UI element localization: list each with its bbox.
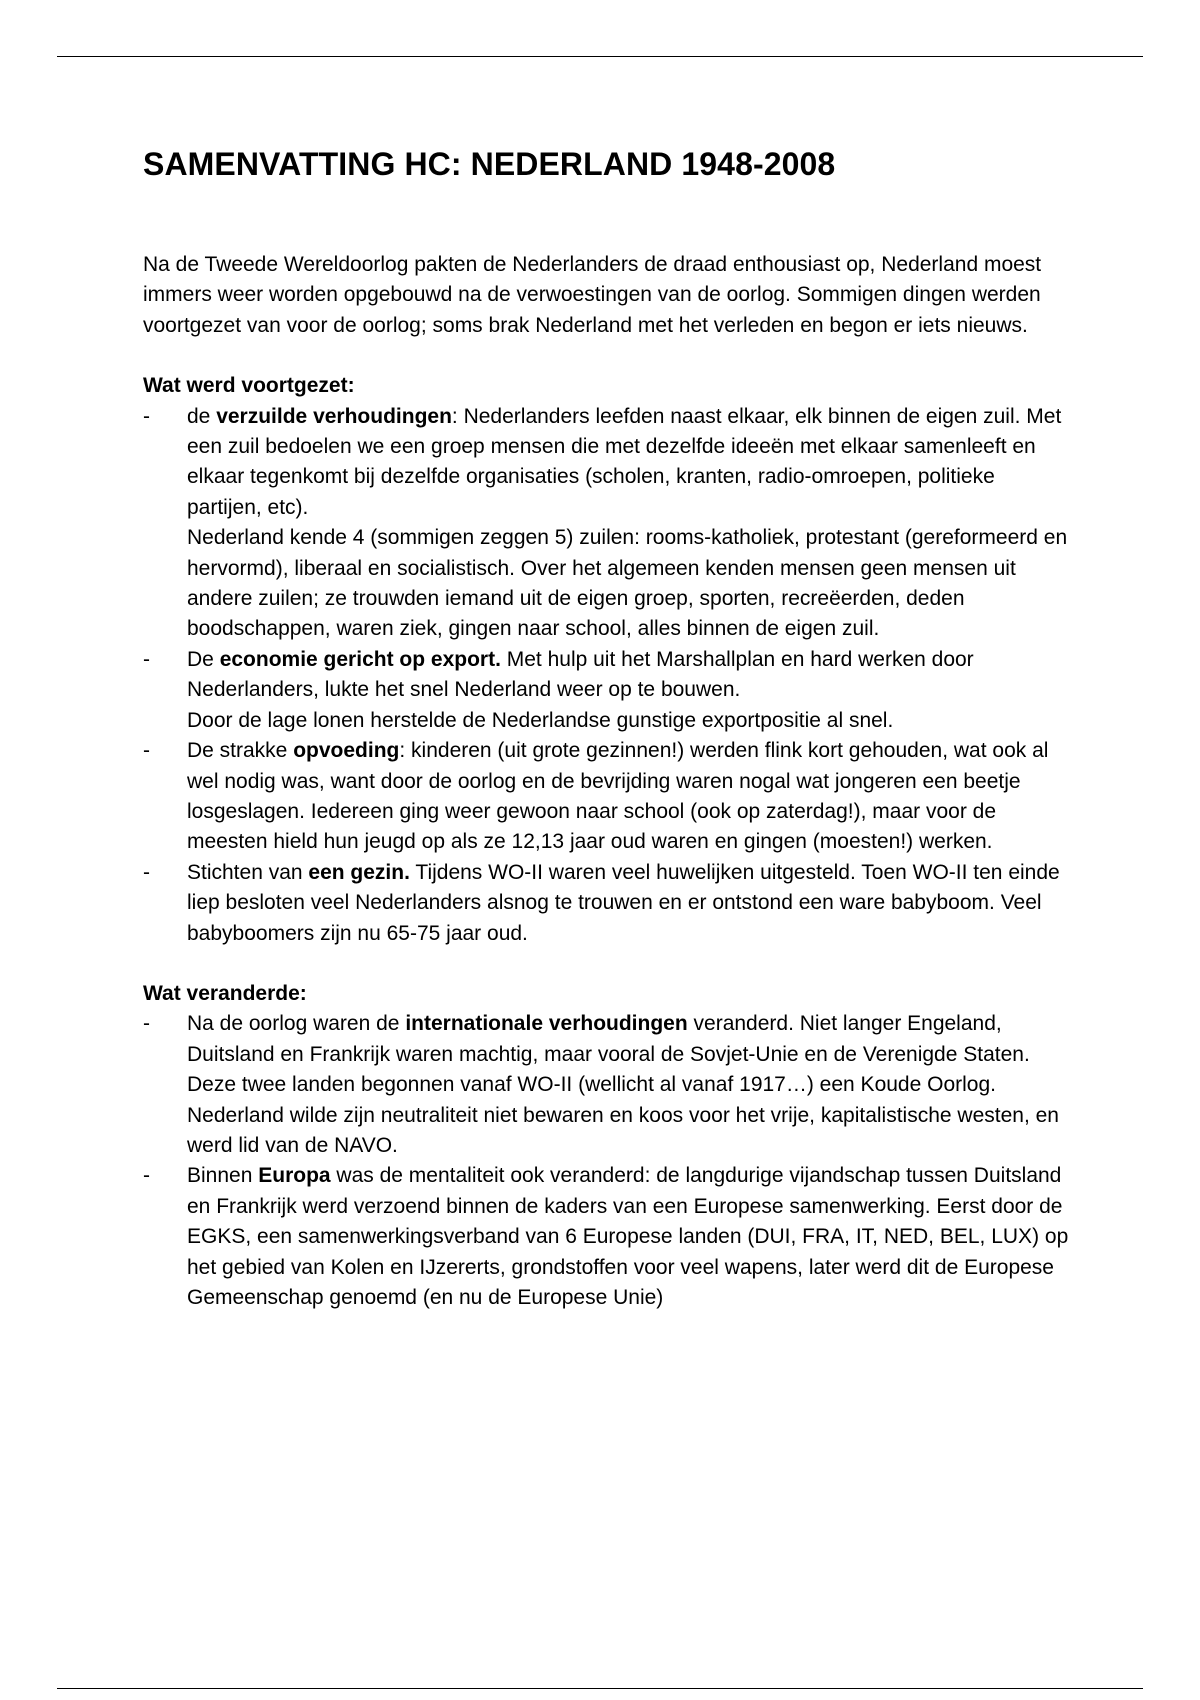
section-continued bbox=[143, 371, 1073, 949]
top-rule bbox=[57, 56, 1143, 57]
bullet-marker: - bbox=[143, 404, 150, 428]
list-item-text: De economie gericht op export. Met hulp uit het Marshallplan en hard werken door Nederlanders, lukte het snel Nederland weer op te bouwen. bbox=[187, 647, 974, 702]
list-item-continuation: Nederland kende 4 (sommigen zeggen 5) zuilen: rooms-katholiek, protestant (gereformeerd en hervormd), liberaal en socialistisch. Over het algemeen kenden mensen geen mensen uit andere zuilen; ze trouwden iemand uit de eigen groep, sporten, recreëerden, deden boodschappen, waren ziek, gingen naar school, alles binnen de eigen zuil. bbox=[187, 526, 1068, 641]
bullet-marker: - bbox=[143, 1164, 150, 1188]
bullet-list bbox=[143, 402, 1073, 949]
list-item-continuation: Door de lage lonen herstelde de Nederlandse gunstige exportpositie al snel. bbox=[187, 708, 894, 732]
list-item-text: Stichten van een gezin. Tijdens WO-II waren veel huwelijken uitgesteld. Toen WO-II ten einde liep besloten veel Nederlanders alsnog te trouwen en er ontstond een ware babyboom. Veel babyboomers zijn nu 65-75 jaar oud. bbox=[187, 860, 1060, 945]
bullet-marker: - bbox=[143, 860, 150, 884]
list-item bbox=[143, 1161, 1073, 1313]
section-heading: Wat werd voortgezet: bbox=[143, 374, 355, 398]
emphasis-term: economie gericht op export. bbox=[219, 647, 501, 671]
emphasis-term: opvoeding bbox=[293, 739, 400, 763]
page-title: SAMENVATTING HC: NEDERLAND 1948-2008 bbox=[143, 146, 836, 182]
bottom-rule bbox=[57, 1688, 1143, 1689]
section-heading: Wat veranderde: bbox=[143, 981, 307, 1005]
list-item bbox=[143, 1009, 1073, 1161]
emphasis-term: Europa bbox=[258, 1164, 331, 1188]
intro-paragraph: Na de Tweede Wereldoorlog pakten de Nederlanders de draad enthousiast op, Nederland moest immers weer worden opgebouwd na de verwoestingen van de oorlog. Sommigen dingen werden voortgezet van voor de oorlog; soms brak Nederland met het verleden en begon er iets nieuws. bbox=[143, 253, 1042, 337]
list-item bbox=[143, 402, 1073, 645]
list-item-text: De strakke opvoeding: kinderen (uit grote gezinnen!) werden flink kort gehouden, wat ook al wel nodig was, want door de oorlog en de bevrijding waren nogal wat jongeren een beetje losgeslagen. Iedereen ging weer gewoon naar school (ook op zaterdag!), maar voor de meesten hield hun jeugd op als ze 12,13 jaar oud waren en gingen (moesten!) werken. bbox=[187, 739, 1049, 854]
list-item bbox=[143, 736, 1073, 858]
bullet-marker: - bbox=[143, 1012, 150, 1036]
section-changed bbox=[143, 979, 1073, 1313]
emphasis-term: een gezin. bbox=[308, 860, 410, 884]
bullet-list bbox=[143, 1009, 1073, 1313]
bullet-marker: - bbox=[143, 739, 150, 763]
list-item bbox=[143, 858, 1073, 949]
list-item-text: Binnen Europa was de mentaliteit ook veranderd: de langdurige vijandschap tussen Duitsland en Frankrijk werd verzoend binnen de kaders van een Europese samenwerking. Eerst door de EGKS, een samenwerkingsverband van 6 Europese landen (DUI, FRA, IT, NED, BEL, LUX) op het gebied van Kolen en IJzererts, grondstoffen voor veel wapens, later werd dit de Europese Gemeenschap genoemd (en nu de Europese Unie) bbox=[187, 1164, 1069, 1309]
list-item bbox=[143, 645, 1073, 736]
emphasis-term: internationale verhoudingen bbox=[405, 1012, 688, 1036]
emphasis-term: verzuilde verhoudingen bbox=[216, 404, 452, 428]
document-page bbox=[143, 138, 1073, 1313]
list-item-text: de verzuilde verhoudingen: Nederlanders leefden naast elkaar, elk binnen de eigen zuil. Met een zuil bedoelen we een groep mensen die met dezelfde ideeën met elkaar samenleeft en elkaar tegenkomt bij dezelfde organisaties (scholen, kranten, radio-omroepen, politieke partijen, etc). bbox=[187, 404, 1062, 519]
bullet-marker: - bbox=[143, 647, 150, 671]
list-item-text: Na de oorlog waren de internationale verhoudingen veranderd. Niet langer Engeland, Duitsland en Frankrijk waren machtig, maar vooral de Sovjet-Unie en de Verenigde Staten. Deze twee landen begonnen vanaf WO-II (wellicht al vanaf 1917…) een Koude Oorlog. Nederland wilde zijn neutraliteit niet bewaren en koos voor het vrije, kapitalistische westen, en werd lid van de NAVO. bbox=[187, 1012, 1059, 1157]
